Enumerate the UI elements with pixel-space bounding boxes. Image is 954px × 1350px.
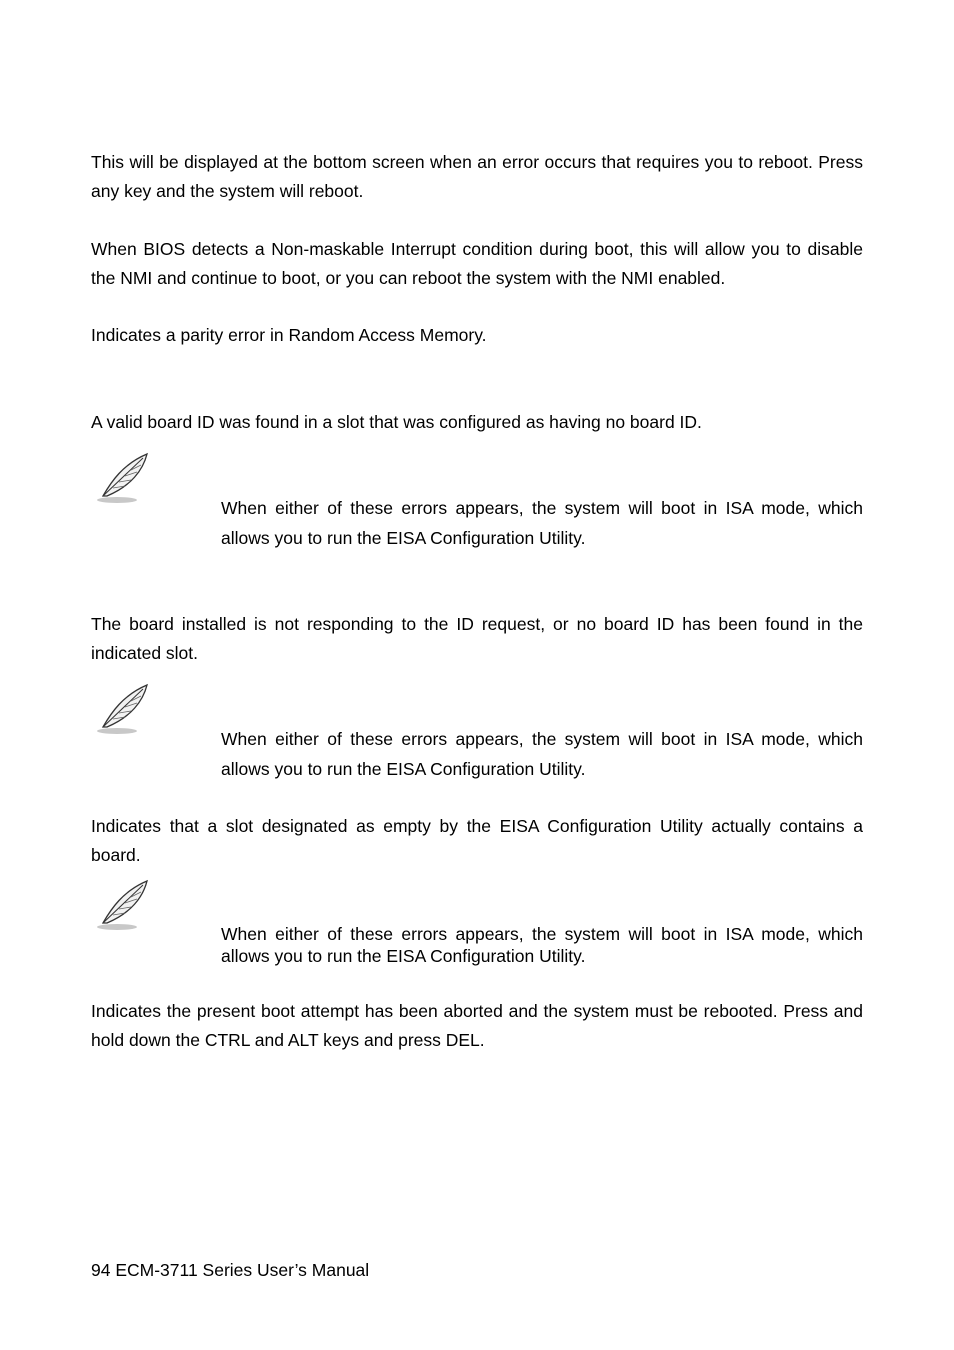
feather-note-icon	[93, 681, 157, 743]
paragraph-board-not-responding: The board installed is not responding to the ID request, or no board ID has been found in the indicated slot.	[91, 614, 863, 663]
paragraph-slot-contains-board: Indicates that a slot designated as empty by the EISA Configuration Utility actually contains a board.	[91, 816, 863, 865]
paragraph-reboot-error: This will be displayed at the bottom screen when an error occurs that requires you to reboot. Press any key and the system will reboot.	[91, 152, 863, 201]
feather-note-icon	[93, 450, 157, 512]
note-text: When either of these errors appears, the system will boot in ISA mode, which allows you to run the EISA Configuration Utility.	[221, 924, 863, 966]
paragraph-boot-aborted: Indicates the present boot attempt has been aborted and the system must be rebooted. Press and hold down the CTRL and ALT keys and press DEL.	[91, 1001, 863, 1050]
note-text: When either of these errors appears, the system will boot in ISA mode, which allows you to run the EISA Configuration Utility.	[221, 729, 863, 779]
paragraph-valid-board-id: A valid board ID was found in a slot that was configured as having no board ID.	[91, 412, 702, 432]
paragraph-nmi: When BIOS detects a Non-maskable Interrupt condition during boot, this will allow you to disable the NMI and continue to boot, or you can reboot the system with the NMI enabled.	[91, 239, 863, 288]
paragraph-parity-error: Indicates a parity error in Random Access Memory.	[91, 325, 487, 345]
feather-note-icon	[93, 877, 157, 939]
note-text: When either of these errors appears, the system will boot in ISA mode, which allows you to run the EISA Configuration Utility.	[221, 498, 863, 548]
page-footer: 94 ECM-3711 Series User’s Manual	[91, 1260, 370, 1280]
